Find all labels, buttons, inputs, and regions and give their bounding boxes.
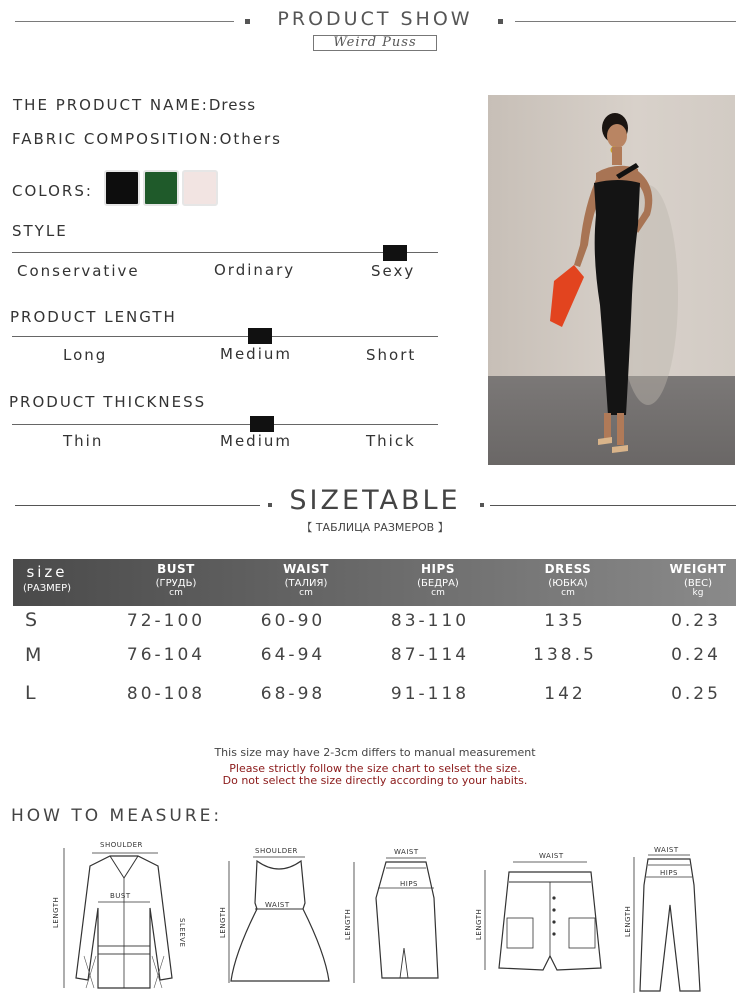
header-bust-ru: (ГРУДЬ)	[155, 578, 197, 589]
row-hips: 83-110	[390, 611, 470, 631]
length-scale-line	[12, 336, 438, 337]
header-dress-ru: (ЮБКА)	[548, 578, 588, 589]
header-size	[17, 563, 77, 594]
row-waist: 60-90	[260, 611, 326, 631]
product-photo	[488, 95, 735, 465]
fabric-row	[12, 130, 282, 148]
length-marker	[248, 328, 272, 344]
jacket-diagram	[50, 838, 200, 993]
header-hips-unit: cm	[431, 588, 445, 598]
fabric-value: Others	[219, 130, 282, 148]
shorts-diagram	[475, 848, 615, 983]
header-size-main: size	[26, 563, 68, 581]
header-waist-unit: cm	[299, 588, 313, 598]
skirt-length-label: LENGTH	[344, 908, 352, 940]
how-to-measure-title: HOW TO MEASURE:	[11, 806, 223, 826]
row-bust: 72-100	[126, 611, 206, 631]
row-size: L	[25, 682, 36, 704]
header-bust-unit: cm	[169, 588, 183, 598]
pants-waist-label: WAIST	[654, 846, 679, 854]
color-swatch-black[interactable]	[104, 170, 140, 206]
header-waist-ru: (ТАЛИЯ)	[284, 578, 328, 589]
row-dress: 142	[544, 684, 586, 704]
thickness-title: PRODUCT THICKNESS	[9, 393, 207, 411]
header-hips-main: HIPS	[421, 562, 455, 576]
note-follow-chart: Please strictly follow the size chart to selset the size.	[229, 762, 521, 775]
thickness-label-medium: Medium	[220, 432, 292, 450]
length-label-long: Long	[63, 346, 108, 364]
row-hips: 87-114	[390, 645, 470, 665]
row-weight: 0.23	[671, 611, 721, 631]
row-size: M	[25, 644, 42, 666]
row-dress: 138.5	[533, 645, 597, 665]
thickness-label-thick: Thick	[366, 432, 416, 450]
note-measurement: This size may have 2-3cm differs to manual measurement	[214, 746, 536, 759]
jacket-bust-label: BUST	[110, 892, 131, 900]
header-dress	[513, 562, 623, 598]
model-illustration	[488, 95, 735, 465]
skirt-waist-label: WAIST	[394, 848, 419, 856]
product-name-row	[13, 96, 256, 114]
note-habits: Do not select the size directly according to your habits.	[222, 774, 528, 787]
jacket-sleeve-label: SLEEVE	[178, 918, 186, 948]
row-bust: 76-104	[126, 645, 206, 665]
row-dress: 135	[544, 611, 586, 631]
fabric-label: FABRIC COMPOSITION:	[12, 130, 220, 148]
row-hips: 91-118	[390, 684, 470, 704]
style-marker	[383, 245, 407, 261]
thickness-scale-line	[12, 424, 438, 425]
colors-label: COLORS:	[12, 182, 93, 200]
style-scale-line	[12, 252, 438, 253]
pants-hips-label: HIPS	[660, 869, 678, 877]
product-name-label: THE PRODUCT NAME:	[13, 96, 209, 114]
dress-waist-label: WAIST	[265, 901, 290, 909]
style-label-ordinary: Ordinary	[214, 261, 296, 279]
skirt-diagram	[340, 848, 455, 988]
sizetable-subtitle: 【 ТАБЛИЦА РАЗМЕРОВ 】	[301, 521, 449, 534]
brand-box: Weird Puss	[313, 35, 437, 51]
header-hips-ru: (БЕДРА)	[417, 578, 459, 589]
header-waist-main: WAIST	[283, 562, 329, 576]
thickness-marker	[250, 416, 274, 432]
thickness-label-thin: Thin	[63, 432, 104, 450]
header-weight-ru: (ВЕС)	[684, 578, 712, 589]
style-label-sexy: Sexy	[371, 262, 416, 280]
color-swatch-pink[interactable]	[182, 170, 218, 206]
row-bust: 80-108	[126, 684, 206, 704]
row-weight: 0.25	[671, 684, 721, 704]
length-title: PRODUCT LENGTH	[10, 308, 177, 326]
page-title: PRODUCT SHOW	[277, 8, 473, 30]
jacket-shoulder-label: SHOULDER	[100, 841, 143, 849]
length-label-medium: Medium	[220, 345, 292, 363]
dress-shoulder-label: SHOULDER	[255, 847, 298, 855]
product-name-value: Dress	[208, 96, 257, 114]
header-size-ru: (РАЗМЕР)	[22, 583, 72, 594]
sizetable-title: SIZETABLE	[289, 485, 461, 516]
header-bust	[121, 562, 231, 598]
dress-length-label: LENGTH	[219, 906, 227, 938]
pants-length-label: LENGTH	[624, 905, 632, 937]
header-hips	[383, 562, 493, 598]
shorts-length-label: LENGTH	[475, 908, 483, 940]
header-dress-main: DRESS	[544, 562, 592, 576]
header-dress-unit: cm	[561, 588, 575, 598]
style-title: STYLE	[12, 222, 68, 240]
header-waist	[251, 562, 361, 598]
row-waist: 64-94	[260, 645, 326, 665]
row-waist: 68-98	[260, 684, 326, 704]
row-weight: 0.24	[671, 645, 721, 665]
header-weight	[643, 562, 750, 598]
pants-diagram	[620, 845, 730, 995]
dress-diagram	[215, 843, 330, 988]
jacket-length-label: LENGTH	[52, 896, 60, 928]
header-weight-main: WEIGHT	[669, 562, 727, 576]
style-label-conservative: Conservative	[17, 262, 140, 280]
color-swatch-green[interactable]	[143, 170, 179, 206]
header-bust-main: BUST	[157, 562, 195, 576]
row-size: S	[25, 609, 38, 631]
skirt-hips-label: HIPS	[400, 880, 418, 888]
header-weight-unit: kg	[692, 588, 704, 598]
length-label-short: Short	[366, 346, 417, 364]
shorts-waist-label: WAIST	[539, 852, 564, 860]
sizetable-header	[13, 559, 736, 606]
